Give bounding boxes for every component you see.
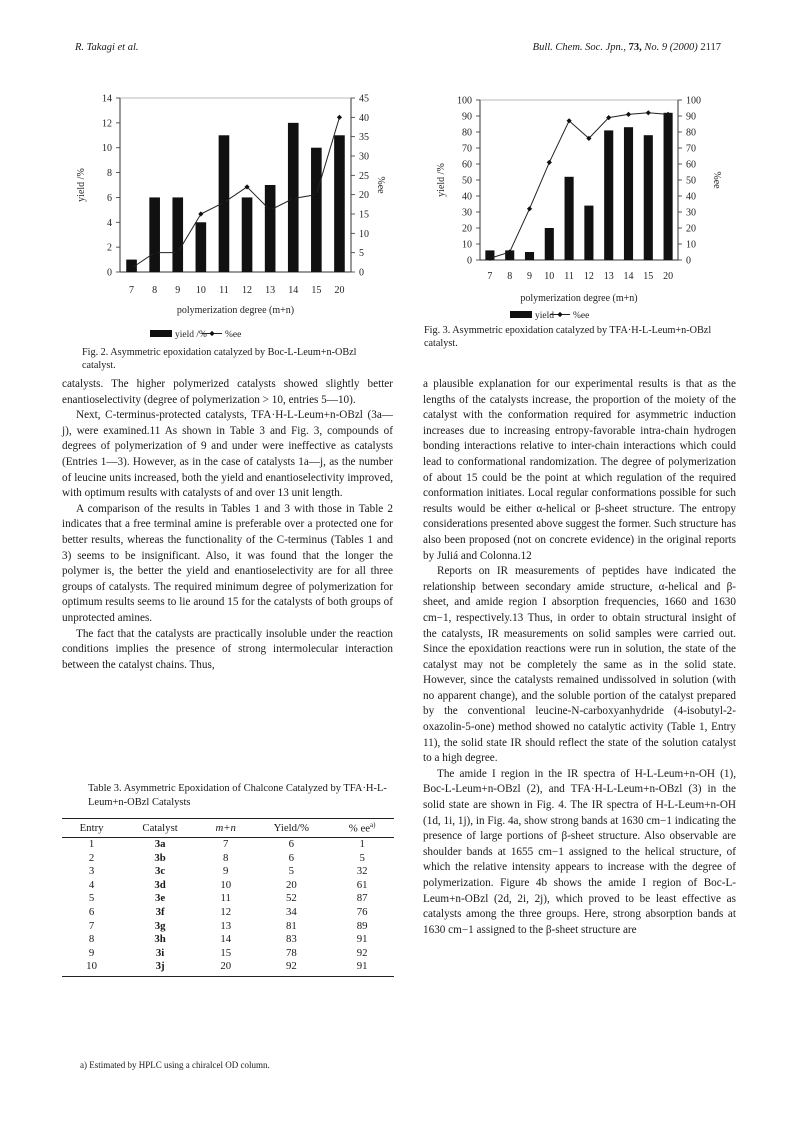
table-cell: 92 xyxy=(252,960,330,977)
table-cell: 5 xyxy=(288,865,295,878)
bar-yield xyxy=(545,228,554,260)
y-tick-label: 8 xyxy=(107,168,112,180)
table-cell: 11 xyxy=(220,892,231,905)
bar-yield xyxy=(565,177,574,260)
table-cell: 3a xyxy=(154,838,166,851)
y2-tick-label: 0 xyxy=(359,267,364,279)
table-cell: 5 xyxy=(359,851,365,864)
right-paragraph-2: Reports on IR measurements of peptides have indicated the relationship between secondary amide structure, α-helical and β-sheet, and amide region I absorption frequencies, 1660 and 1630 cm−1, respectively.13 Thus, in order to obtain structural insight of the catalysts, IR measurements on solid samples were carried out. Since the epoxidation reactions were run in solution, the state of the catalyst may not be completely the same as in the solid state. However, since the catalysts remained undissolved in solution (with no apparent change), and the soluble portion of the catalyst prepared by the conventional leucine-N-carboxyanhydride (4-isobutyl-2-oxazolin-5-one) method showed no catalytic activity (Table 1, Entry 11), the solid state IR should reflect the state of the solution catalyst to a high degree. xyxy=(423,565,736,765)
table-cell: 3j xyxy=(121,960,199,977)
marker-ee xyxy=(198,211,203,216)
x-tick-label: 8 xyxy=(152,285,158,296)
y2-axis-label: %ee xyxy=(375,176,386,194)
table-row xyxy=(62,919,394,933)
table-cell: 3b xyxy=(154,851,166,864)
legend-ee-label: %ee xyxy=(225,330,242,340)
legend-yield-label: yield /% xyxy=(175,330,207,340)
table-cell: 83 xyxy=(285,933,297,946)
table-cell: 3 xyxy=(88,865,95,878)
y2-tick-label: 30 xyxy=(686,207,696,219)
marker-ee xyxy=(337,115,342,120)
table-cell: 3d xyxy=(154,878,166,891)
y2-tick-label: 40 xyxy=(359,112,369,124)
figure-2 xyxy=(60,85,390,352)
x-tick-label: 20 xyxy=(663,271,674,282)
table-cell: 81 xyxy=(285,919,297,932)
y-tick-label: 20 xyxy=(462,223,472,235)
y2-tick-label: 90 xyxy=(686,111,696,123)
table-cell: 3c xyxy=(154,865,166,878)
y2-tick-label: 50 xyxy=(686,175,696,187)
table-cell: 14 xyxy=(220,933,232,946)
table-cell: 52 xyxy=(285,892,297,905)
table-3-footnote: a) Estimated by HPLC using a chiralcel OD column. xyxy=(80,1060,270,1070)
table-cell: 9 xyxy=(88,946,95,959)
table-cell: 1 xyxy=(88,838,95,851)
table-cell: 20 xyxy=(285,878,297,891)
y2-tick-label: 10 xyxy=(686,239,696,251)
running-header-authors: R. Takagi et al. xyxy=(75,42,139,53)
page-number: 2117 xyxy=(700,42,721,53)
figure-3-caption xyxy=(424,324,729,350)
running-header-journal xyxy=(533,42,721,53)
y-tick-label: 50 xyxy=(462,175,472,187)
y2-tick-label: 60 xyxy=(686,159,696,171)
y2-tick-label: 25 xyxy=(359,170,369,182)
table-cell: 13 xyxy=(220,919,232,932)
table-cell: 3f xyxy=(155,906,165,919)
y-tick-label: 0 xyxy=(467,255,472,267)
y-tick-label: 80 xyxy=(462,127,472,139)
right-paragraph-3: The amide I region in the IR spectra of H-L-Leum+n-OH (1), Boc-L-Leum+n-OBzl (2), and TFA·H-L-Leum+n-OBzl (3) in the solid state are shown in Fig. 4. The IR spectra of H-L-Leum+n-OH (1d, 1i, 1j), in Fig. 4a, show strong bands at 1630 cm−1 indicating the presence of large portions of β-sheet structure. Also observable are shoulder bands at 1655 cm−1 assigned to the helical structure, of which the relative intensity appears to increase with the degree of polymerization. Figure 4b shows the amide I region of Boc-L-Leum+n-OBzl (2d, 2i, 2j), which proved to be least effective as catalysts among the three groups. Here, strong absorption bands at 1630 cm−1 assigned to the β-sheet structure are xyxy=(423,767,736,936)
x-tick-label: 15 xyxy=(311,285,322,296)
line-ee xyxy=(132,117,340,268)
y2-tick-label: 5 xyxy=(359,248,364,260)
y-tick-label: 2 xyxy=(107,242,112,254)
table-cell: 8 xyxy=(223,851,229,864)
marker-ee xyxy=(527,206,532,211)
x-axis-label: polymerization degree (m+n) xyxy=(520,293,638,304)
table-row xyxy=(62,865,394,879)
left-column xyxy=(62,377,393,673)
x-tick-label: 9 xyxy=(175,285,181,296)
bar-yield xyxy=(604,130,613,260)
x-tick-label: 9 xyxy=(527,271,532,282)
table-3-header-entry: Entry xyxy=(62,819,121,838)
table-3-header-row xyxy=(62,819,394,838)
table-cell: 8 xyxy=(88,933,95,946)
figure-2-caption-text: Fig. 2. Asymmetric epoxidation catalyzed by Boc-L-Leum+n-OBzl catalyst. xyxy=(82,347,357,371)
y-tick-label: 90 xyxy=(462,111,472,123)
table-cell: 20 xyxy=(199,960,252,977)
table-cell: 5 xyxy=(88,892,95,905)
x-tick-label: 20 xyxy=(334,285,345,296)
table-cell: 6 xyxy=(288,851,295,864)
table-cell: 10 xyxy=(62,960,121,977)
table-row xyxy=(62,851,394,865)
left-paragraph-3: A comparison of the results in Tables 1 and 3 with those in Table 2 indicates that a free terminal amine is preferable over a protected one for better results, whereas the functionality of the C-terminus (Tables 1 and 3) seems to be insignificant. Also, it was found that the longer the polymer is, the better the yield and enantioselectivity are for all three groups of catalysts. The required minimum degree of polymerization for optimum results seems to lie around 15 for the catalysts of both groups of unprotected amines. xyxy=(62,502,393,624)
table-cell: 3g xyxy=(154,919,166,932)
bar-yield xyxy=(242,197,253,272)
table-cell: 3e xyxy=(154,892,166,905)
table-cell: 6 xyxy=(288,838,295,851)
bar-yield xyxy=(334,135,345,272)
bar-yield xyxy=(624,127,633,260)
table-row xyxy=(62,878,394,892)
figure-3-caption-text: Fig. 3. Asymmetric epoxidation catalyzed by TFA·H-L-Leum+n-OBzl catalyst. xyxy=(424,325,712,349)
x-tick-label: 12 xyxy=(242,285,253,296)
legend-yield-swatch xyxy=(150,330,172,337)
journal-volume: 73, xyxy=(628,42,642,53)
x-tick-label: 14 xyxy=(623,271,634,282)
figure-2-caption xyxy=(82,346,392,372)
table-3 xyxy=(62,818,394,977)
y2-axis-label: %ee xyxy=(711,171,722,189)
x-tick-label: 11 xyxy=(564,271,574,282)
table-cell: 7 xyxy=(88,919,95,932)
y2-tick-label: 20 xyxy=(686,223,696,235)
bar-yield xyxy=(664,113,673,260)
legend-ee-label: %ee xyxy=(573,311,590,321)
y2-tick-label: 15 xyxy=(359,209,369,221)
table-cell: 89 xyxy=(356,919,368,932)
y-tick-label: 10 xyxy=(462,239,472,251)
x-axis-label: polymerization degree (m+n) xyxy=(176,305,295,316)
legend-ee-marker xyxy=(557,312,562,317)
table-3-caption: Table 3. Asymmetric Epoxidation of Chalcone Catalyzed by TFA·H-L-Leum+n-OBzl Catalysts xyxy=(88,783,387,808)
table-3-header-footnote-mark: a) xyxy=(370,821,376,829)
y2-tick-label: 35 xyxy=(359,132,369,144)
table-cell: 34 xyxy=(285,906,297,919)
x-tick-label: 14 xyxy=(288,285,299,296)
table-cell: 91 xyxy=(356,933,368,946)
y-tick-label: 10 xyxy=(102,143,112,155)
x-tick-label: 13 xyxy=(603,271,614,282)
y-axis-label: yield /% xyxy=(436,163,447,197)
figure-3-chart xyxy=(420,85,730,325)
y-tick-label: 40 xyxy=(462,191,472,203)
table-cell: 32 xyxy=(356,865,368,878)
y2-tick-label: 0 xyxy=(686,255,691,267)
table-3-header-yield: Yield/% xyxy=(252,819,330,838)
y2-tick-label: 100 xyxy=(686,95,701,107)
y-tick-label: 100 xyxy=(457,95,472,107)
y-axis-label: yield /% xyxy=(76,168,87,202)
table-cell: 2 xyxy=(88,851,95,864)
bar-yield xyxy=(149,197,160,272)
x-tick-label: 12 xyxy=(583,271,594,282)
y-tick-label: 6 xyxy=(107,192,112,204)
table-cell: 61 xyxy=(356,878,368,891)
table-cell: 91 xyxy=(330,960,394,977)
table-row xyxy=(62,960,394,977)
bar-yield xyxy=(311,148,322,272)
legend-yield-swatch xyxy=(510,311,532,318)
left-paragraph-1: catalysts. The higher polymerized catalysts showed slightly better enantioselectivity (degree of polymerization > 10, entries 5—10). xyxy=(62,378,393,406)
y-tick-label: 0 xyxy=(107,267,112,279)
x-tick-label: 11 xyxy=(219,285,229,296)
table-cell: 76 xyxy=(356,906,368,919)
table-cell: 4 xyxy=(88,878,95,891)
x-tick-label: 8 xyxy=(507,271,513,282)
table-row xyxy=(62,933,394,947)
bar-yield xyxy=(265,185,276,272)
bar-yield xyxy=(196,222,207,272)
bar-yield xyxy=(644,135,653,260)
table-cell: 12 xyxy=(220,906,232,919)
table-cell: 6 xyxy=(88,906,95,919)
right-paragraph-1: a plausible explanation for our experimental results is that as the lengths of the catalysts increase, the proportion of the moiety of the catalyst with the conformation required for asymmetric induction increases due to increasing entropy-favorable intra-chain hydrogen bonding interactions relative to inter-chain interactions which could lead to conformational randomization. The degree of polymerization of about 15 could be the point at which regulation of the required conformation initiates. Local regular conformations possible for such results would be either α-helical or β-sheet structure. The entropy considerations presented above suggest the former. Such structure has also been proposed (not on concrete evidence) in the original reports by Juliá and Colonna.12 xyxy=(423,378,736,562)
table-3-header-catalyst: Catalyst xyxy=(121,819,199,838)
y-tick-label: 70 xyxy=(462,143,472,155)
table-3-body xyxy=(62,837,394,976)
line-ee xyxy=(490,113,668,259)
x-tick-label: 10 xyxy=(544,271,555,282)
table-3-header-mn: m+n xyxy=(199,819,252,838)
y-tick-label: 30 xyxy=(462,207,472,219)
table-3-header-ee: % $ee^{a)}$ xyxy=(330,819,394,838)
bar-yield xyxy=(584,206,593,260)
table-cell: 87 xyxy=(356,892,368,905)
x-tick-label: 10 xyxy=(195,285,206,296)
y2-tick-label: 70 xyxy=(686,143,696,155)
marker-ee xyxy=(547,160,552,165)
x-tick-label: 13 xyxy=(265,285,276,296)
y-tick-label: 4 xyxy=(107,217,112,229)
y-tick-label: 60 xyxy=(462,159,472,171)
legend-ee-marker xyxy=(209,331,214,336)
left-paragraph-2: Next, C-terminus-protected catalysts, TFA·H-L-Leum+n-OBzl (3a—j), were examined.11 As shown in Table 3 and Fig. 3, compounds of degrees of polymerization of 9 and under were ineffective as catalysts (Entries 1—3). However, as in the case of catalysts 1a—j, as the number of leucine units increased, both the yield and enantioselectivity improved, with optimum results with catalysts of and over 13 unit length. xyxy=(62,409,393,500)
table-cell: 7 xyxy=(223,838,229,851)
x-tick-label: 15 xyxy=(643,271,654,282)
table-row xyxy=(62,906,394,920)
table-cell: 92 xyxy=(356,946,368,959)
marker-ee xyxy=(626,112,631,117)
x-tick-label: 7 xyxy=(129,285,135,296)
table-cell: 3h xyxy=(154,933,166,946)
x-tick-label: 7 xyxy=(487,271,493,282)
bar-yield xyxy=(172,197,183,272)
table-cell: 15 xyxy=(220,946,232,959)
figure-3 xyxy=(420,85,730,330)
y2-tick-label: 40 xyxy=(686,191,696,203)
y2-tick-label: 30 xyxy=(359,151,369,163)
legend-yield-label: yield xyxy=(535,311,554,321)
table-row xyxy=(62,892,394,906)
table-cell: 10 xyxy=(220,878,232,891)
journal-name: Bull. Chem. Soc. Jpn., xyxy=(532,42,626,53)
y2-tick-label: 45 xyxy=(359,93,369,105)
figure-2-chart xyxy=(60,85,390,347)
bar-yield xyxy=(525,252,534,260)
y2-tick-label: 80 xyxy=(686,127,696,139)
y2-tick-label: 10 xyxy=(359,228,369,240)
y2-tick-label: 20 xyxy=(359,190,369,202)
right-column xyxy=(423,377,736,938)
table-row xyxy=(62,837,394,851)
left-paragraph-4: The fact that the catalysts are practically insoluble under the reaction conditions implies the presence of strong intermolecular interaction between the catalyst chains. Thus, xyxy=(62,627,393,671)
table-cell: 9 xyxy=(223,865,229,878)
table-cell: 1 xyxy=(359,838,365,851)
y-tick-label: 14 xyxy=(102,93,112,105)
table-cell: 3i xyxy=(155,946,165,959)
y-tick-label: 12 xyxy=(102,118,112,130)
marker-ee xyxy=(646,110,651,115)
table-row xyxy=(62,946,394,960)
table-cell: 78 xyxy=(285,946,297,959)
journal-issue: No. 9 (2000) xyxy=(644,42,698,53)
